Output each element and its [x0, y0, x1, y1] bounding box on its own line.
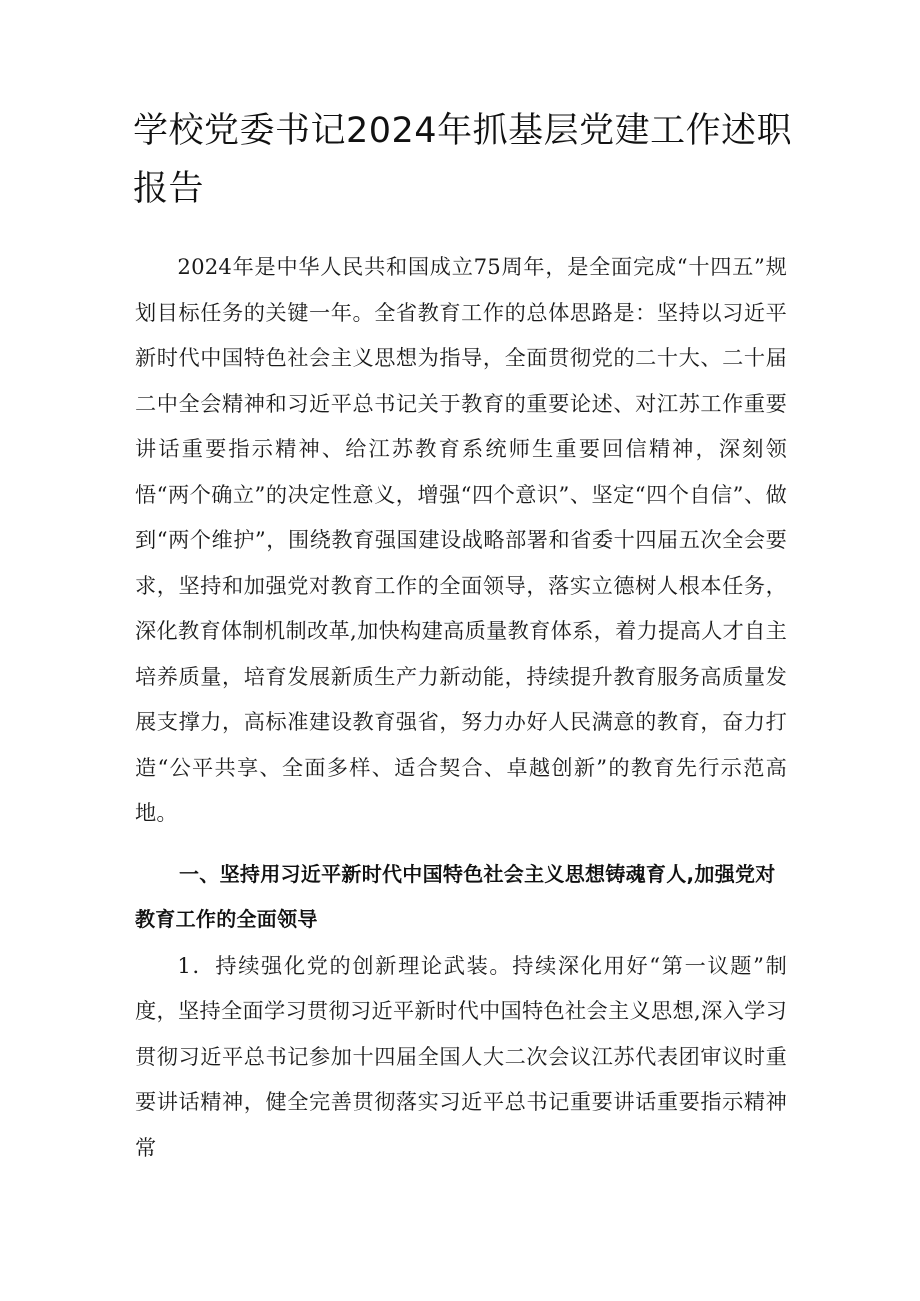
document-body [135, 244, 787, 1170]
section-paragraph: 1．持续强化党的创新理论武装。持续深化用好“第一议题”制度，坚持全面学习贯彻习近平新时代中国特色社会主义思想,深入学习贯彻习近平总书记参加十四届全国人大二次会议江苏代表团审议时重要讲话精神，健全完善贯彻落实习近平总书记重要讲话重要指示精神常 [135, 952, 787, 1160]
intro-paragraph: 2024年是中华人民共和国成立75周年，是全面完成“十四五”规划目标任务的关键一年。全省教育工作的总体思路是：坚持以习近平新时代中国特色社会主义思想为指导，全面贯彻党的二十大、二十届二中全会精神和习近平总书记关于教育的重要论述、对江苏工作重要讲话重要指示精神、给江苏教育系统师生重要回信精神，深刻领悟“两个确立”的决定性意义，增强“四个意识”、坚定“四个自信”、做到“两个维护”，围绕教育强国建设战略部署和省委十四届五次全会要求，坚持和加强党对教育工作的全面领导，落实立德树人根本任务，深化教育体制机制改革,加快构建高质量教育体系，着力提高人才自主培养质量，培育发展新质生产力新动能，持续提升教育服务高质量发展支撑力，高标准建设教育强省，努力办好人民满意的教育，奋力打造“公平共享、全面多样、适合契合、卓越创新”的教育先行示范高地。 [135, 254, 787, 825]
section-heading: 一、坚持用习近平新时代中国特色社会主义思想铸魂育人,加强党对教育工作的全面领导 [135, 861, 776, 931]
document-title: 学校党委书记2024年抓基层党建工作述职报告 [133, 111, 793, 209]
